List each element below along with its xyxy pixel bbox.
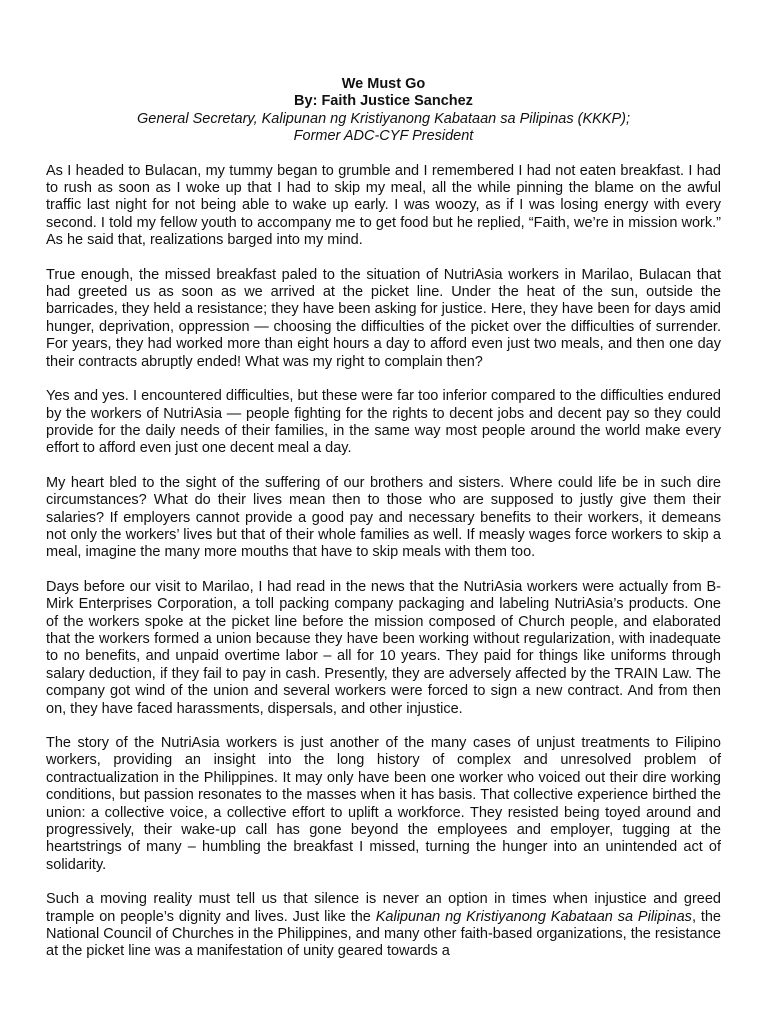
author-byline: By: Faith Justice Sanchez [294,93,473,110]
paragraph-5: Days before our visit to Marilao, I had read in the news that the NutriAsia workers were actually from B-Mirk Enterprises Corporation, a toll packing company packaging and labeling NutriAsia’s products. One of the workers spoke at the picket line before the mission composed of Church people, and elaborated that the workers formed a union because they have been working without regularization, with inadequate to no benefits, and unpaid overtime labor – all for 10 years. They paid for things like uniforms through salary deduction, if they fail to pay in cash. Presently, they are adversely affected by the TRAIN Law. The company got wind of the union and several workers were forced to sign a new contract. And from then on, they have faced harassments, dispersals, and other injustice. [46,578,721,717]
document-header [46,76,721,146]
paragraph-7-text-end: , the National Council of Churches in the Philippines, and many other faith-based organizations, the resistance at the picket line was a manifestation of unity geared towards a [46,908,721,960]
paragraph-3: Yes and yes. I encountered difficulties, but these were far too inferior compared to the difficulties endured by the workers of NutriAsia — people fighting for the rights to decent jobs and decent pay so they could provide for the daily needs of their families, in the same way most people around the world make every effort to afford even just one decent meal a day. [46,388,721,457]
paragraph-7-text-start: Such a moving reality must tell us that silence is never an option in times when injustice and greed trample on people’s dignity and lives. Just like the [46,891,721,925]
document-page [46,76,721,978]
author-role-line-2: Former ADC-CYF President [293,128,474,145]
paragraph-4: My heart bled to the sight of the suffering of our brothers and sisters. Where could life be in such dire circumstances? What do their lives mean then to those who are supposed to justly give them their salaries? If employers cannot provide a good pay and necessary benefits to their workers, it demeans not only the workers’ lives but that of their whole families as well. If measly wages force workers to skip a meal, imagine the many more mouths that have to skip meals with them too. [46,474,721,561]
author-role-line-1: General Secretary, Kalipunan ng Kristiyanong Kabataan sa Pilipinas (KKKP); [136,110,630,127]
document-title: We Must Go [341,76,426,92]
paragraph-2: True enough, the missed breakfast paled to the situation of NutriAsia workers in Marilao, Bulacan that had greeted us as soon as we arrived at the picket line. Under the heat of the sun, outside the barricades, they held a resistance; they have been asking for justice. Here, they have been for days amid hunger, deprivation, oppression — choosing the difficulties of the picket over the difficulties of surrender. For years, they had worked more than eight hours a day to afford even just two meals, and then one day their contracts abruptly ended! What was my right to complain then? [46,266,721,370]
paragraph-7-emphasis: Kalipunan ng Kristiyanong Kabataan sa Pilipinas [375,908,692,925]
paragraph-1: As I headed to Bulacan, my tummy began to grumble and I remembered I had not eaten breakfast. I had to rush as soon as I woke up that I had to skip my meal, all the while pinning the blame on the awful traffic last night for not being able to wake up early. I was woozy, as if I was losing energy with every second. I told my fellow youth to accompany me to get food but he replied, “Faith, we’re in mission work.” As he said that, realizations barged into my mind. [46,162,721,249]
paragraph-7 [46,891,721,961]
paragraph-6: The story of the NutriAsia workers is just another of the many cases of unjust treatments to Filipino workers, providing an insight into the long history of complex and unresolved problem of contractualization in the Philippines. It may only have been one worker who voiced out their dire working conditions, but passion resonates to the masses when it has basis. That collective experience birthed the union: a collective voice, a collective effort to uplift a workforce. They resisted being toyed around and progressively, their wake-up call has gone beyond the employees and employer, tugging at the heartstrings of many – humbling the breakfast I missed, turning the hunger into an unintended act of solidarity. [46,735,721,873]
